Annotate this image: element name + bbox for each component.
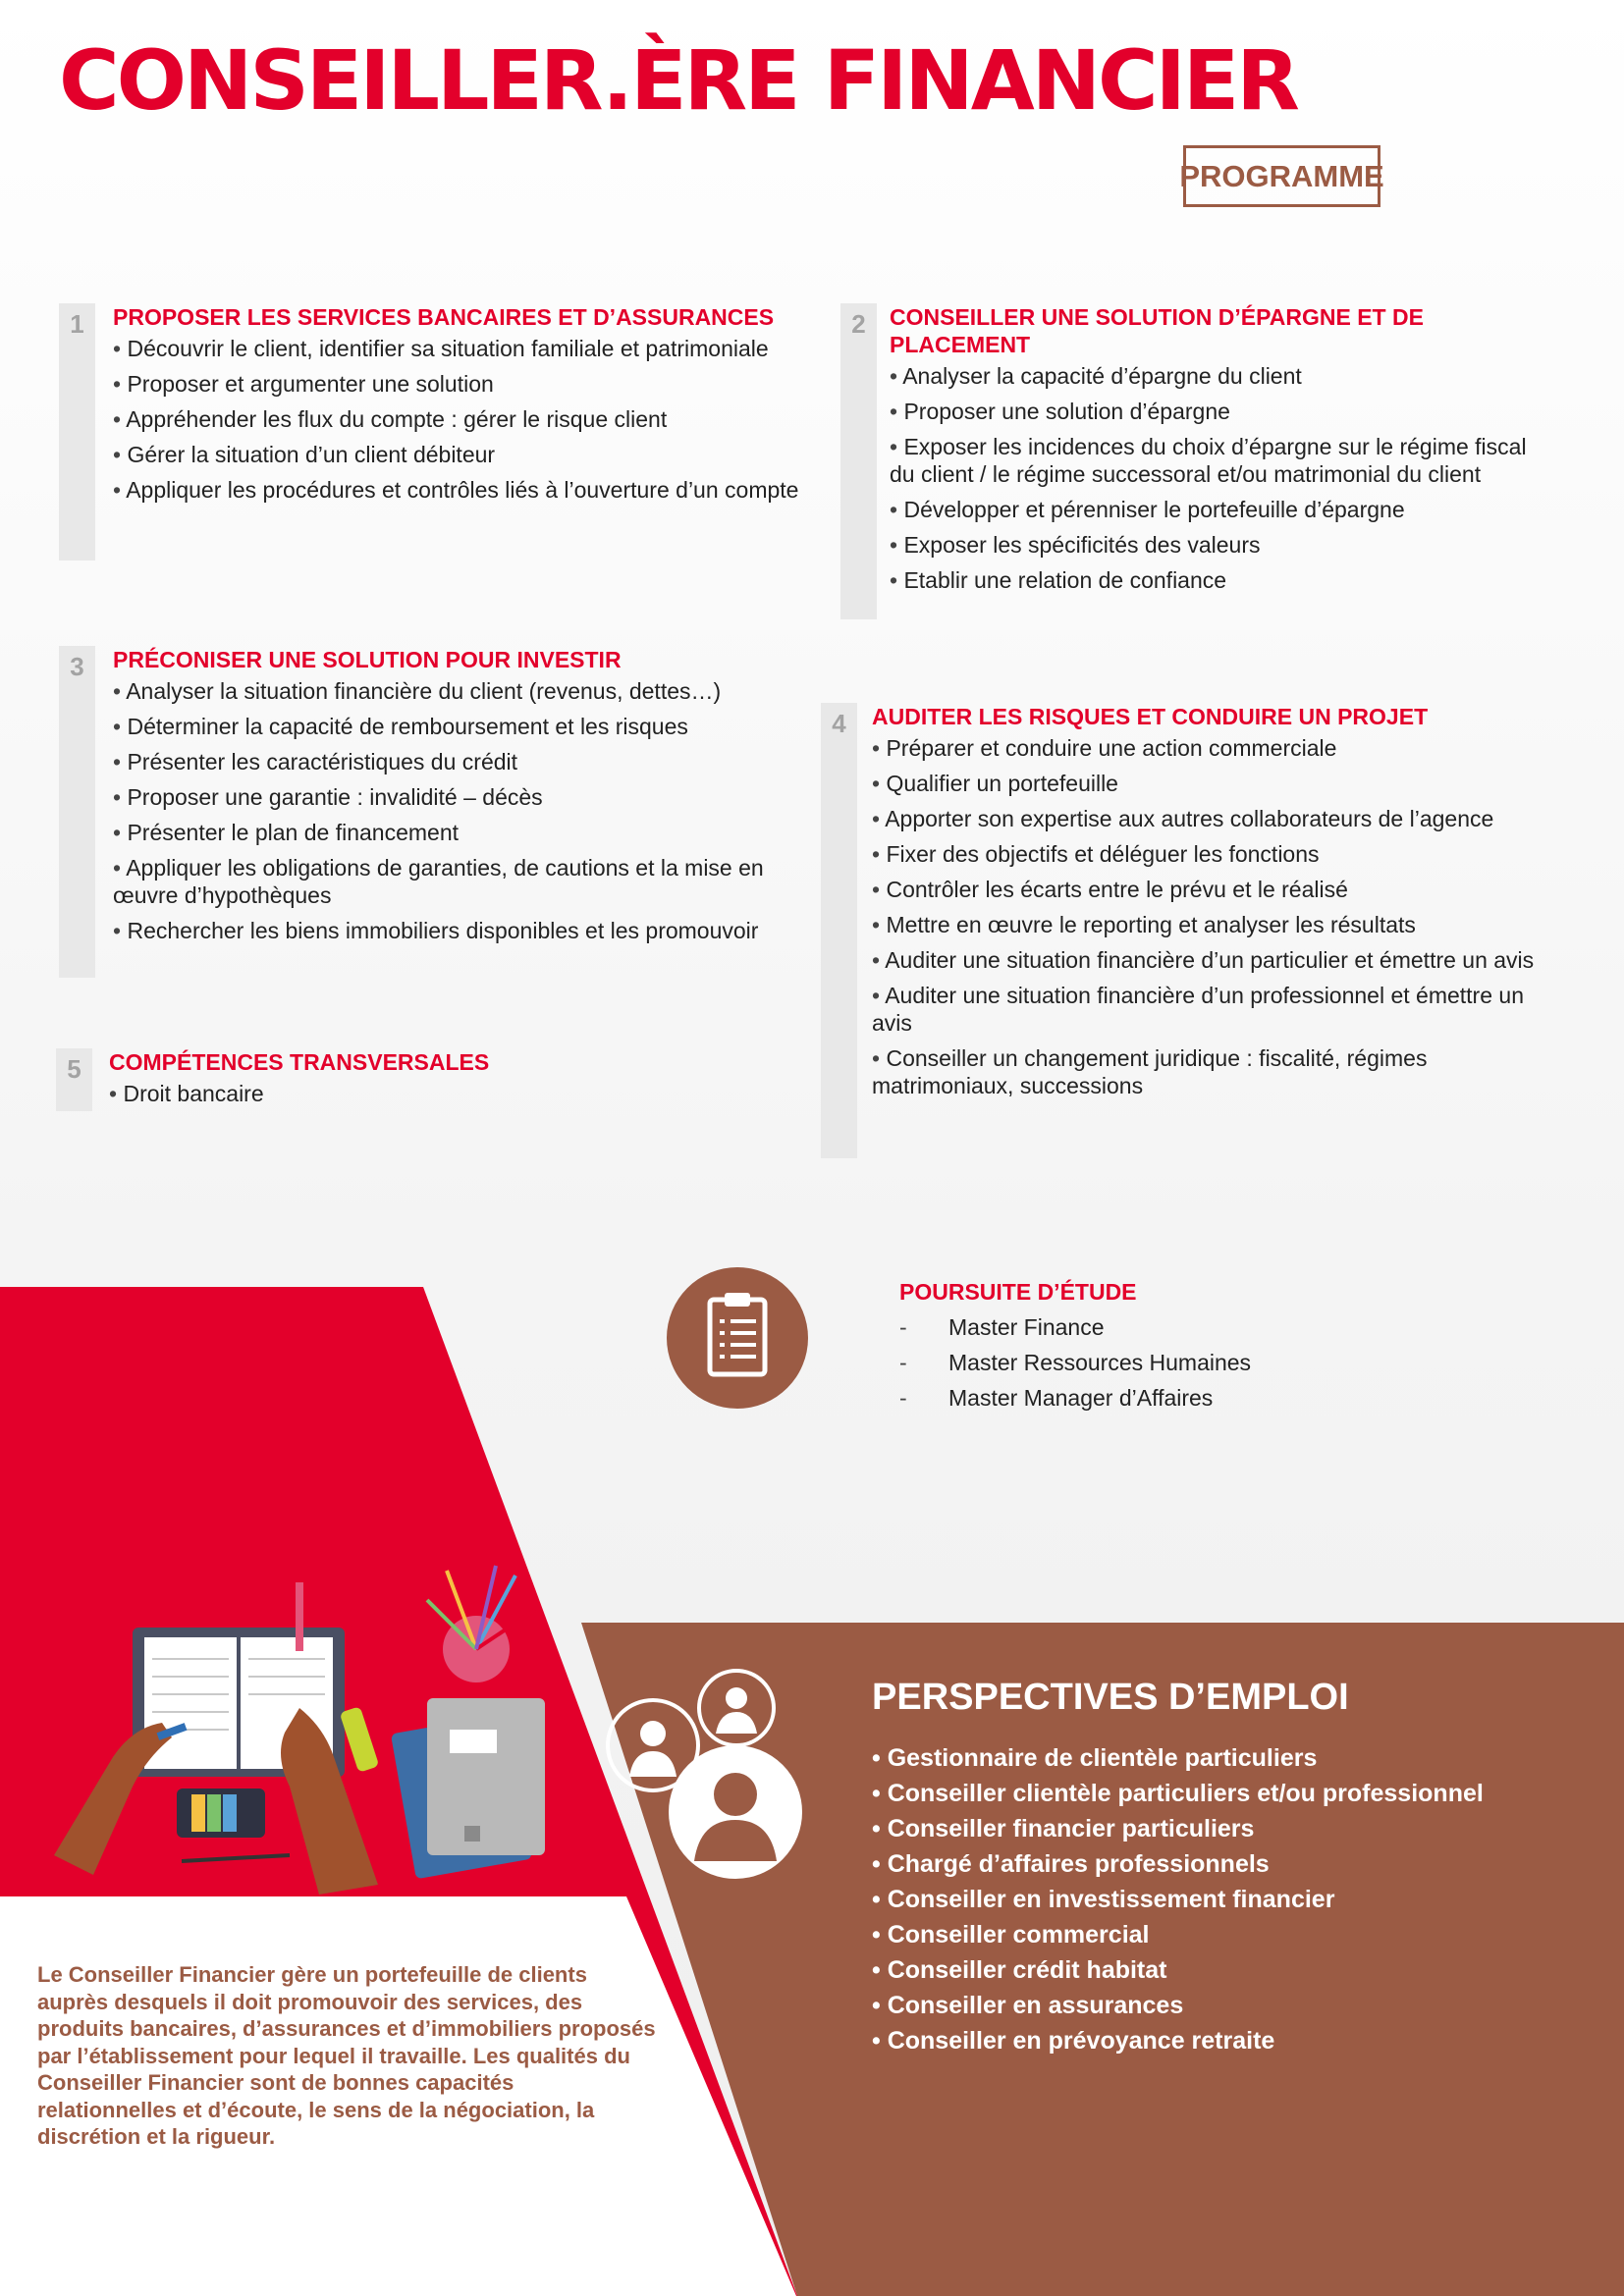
list-item [113, 677, 800, 705]
list-item [113, 441, 800, 468]
list-item-text: Analyser la situation financière du client (revenus, dettes…) [126, 678, 722, 704]
bullet: • [113, 918, 122, 943]
bullet: • [890, 532, 898, 558]
bullet: • [890, 399, 898, 424]
bullet: • [113, 714, 122, 739]
list-item [890, 496, 1547, 523]
poursuite-item: Master Ressources Humaines [948, 1350, 1252, 1375]
bullet: • [113, 442, 122, 467]
job-item: • Conseiller clientèle particuliers et/ou professionnel [872, 1780, 1484, 1807]
bullet: • [872, 771, 881, 796]
section-5 [56, 1048, 743, 1111]
page-title: CONSEILLER.ÈRE FINANCIER [59, 32, 1297, 129]
bullet: • [113, 477, 122, 503]
list-item [899, 1384, 1251, 1412]
poursuite-title: POURSUITE D’ÉTUDE [899, 1279, 1137, 1305]
bullet: • [890, 497, 898, 522]
bullet: • [113, 371, 122, 397]
list-item-text: Découvrir le client, identifier sa situation familiale et patrimoniale [127, 336, 769, 361]
perspectives-list [872, 1740, 1579, 2058]
dash: - [899, 1314, 907, 1340]
list-item [899, 1313, 1251, 1341]
list-item-text: Exposer les spécificités des valeurs [903, 532, 1261, 558]
bullet: • [872, 841, 881, 867]
dash: - [899, 1350, 907, 1375]
list-item [872, 982, 1549, 1037]
list-item-text: Déterminer la capacité de remboursement et les risques [127, 714, 688, 739]
bullet: • [113, 406, 122, 432]
section-number: 2 [840, 303, 877, 619]
bullet: • [872, 1045, 881, 1071]
business-people-icon [604, 1669, 810, 1885]
bullet: • [109, 1081, 118, 1106]
section-title: PRÉCONISER UNE SOLUTION POUR INVESTIR [113, 647, 622, 672]
list-item [872, 1044, 1549, 1099]
section-1 [59, 303, 805, 561]
bullet: • [872, 735, 881, 761]
poursuite-list [899, 1313, 1251, 1412]
list-item [872, 805, 1549, 832]
list-item [890, 433, 1547, 488]
list-item-text: Exposer les incidences du choix d’épargne sur le régime fiscal du client / le régime successoral et/ou matrimonial du client [890, 434, 1527, 487]
bullet: • [890, 434, 898, 459]
section-list [872, 734, 1549, 1099]
list-item [113, 917, 800, 944]
list-item-text: Qualifier un portefeuille [886, 771, 1118, 796]
clipboard-icon [666, 1266, 809, 1410]
list-item-text: Appréhender les flux du compte : gérer le risque client [126, 406, 668, 432]
list-item-text: Proposer une garantie : invalidité – décès [127, 784, 543, 810]
list-item [113, 405, 800, 433]
list-item [113, 854, 800, 909]
bullet: • [113, 678, 122, 704]
list-item-text: Préparer et conduire une action commerciale [886, 735, 1337, 761]
list-item-text: Rechercher les biens immobiliers disponibles et les promouvoir [127, 918, 759, 943]
list-item-text: Droit bancaire [123, 1081, 264, 1106]
job-item: • Conseiller commercial [872, 1921, 1150, 1949]
list-item-text: Proposer et argumenter une solution [127, 371, 494, 397]
bullet: • [872, 983, 881, 1008]
poursuite-etude [899, 1279, 1251, 1419]
list-item-text: Appliquer les obligations de garanties, de cautions et la mise en œuvre d’hypothèques [113, 855, 764, 908]
bullet: • [872, 912, 881, 937]
list-item [872, 770, 1549, 797]
list-item-text: Contrôler les écarts entre le prévu et le réalisé [886, 877, 1348, 902]
list-item [872, 911, 1549, 938]
list-item [109, 1080, 737, 1107]
list-item [890, 566, 1547, 594]
list-item-text: Auditer une situation financière d’un professionnel et émettre un avis [872, 983, 1524, 1036]
section-number: 5 [56, 1048, 92, 1111]
list-item-text: Fixer des objectifs et déléguer les fonctions [886, 841, 1320, 867]
list-item-text: Auditer une situation financière d’un particulier et émettre un avis [885, 947, 1535, 973]
perspectives-emploi [872, 1677, 1579, 2058]
section-3 [59, 646, 805, 978]
desk-illustration [54, 1561, 565, 1914]
section-title: CONSEILLER UNE SOLUTION D’ÉPARGNE ET DE PLACEMENT [890, 304, 1424, 357]
bullet: • [872, 877, 881, 902]
list-item-text: Proposer une solution d’épargne [903, 399, 1230, 424]
list-item-text: Mettre en œuvre le reporting et analyser les résultats [886, 912, 1416, 937]
list-item [113, 748, 800, 775]
bullet: • [113, 855, 122, 881]
poursuite-item: Master Finance [948, 1314, 1105, 1340]
section-4 [821, 703, 1557, 1158]
poursuite-item: Master Manager d’Affaires [948, 1385, 1214, 1411]
list-item-text: Développer et pérenniser le portefeuille d’épargne [903, 497, 1405, 522]
list-item [872, 876, 1549, 903]
section-title: COMPÉTENCES TRANSVERSALES [109, 1049, 490, 1075]
list-item-text: Conseiller un changement juridique : fiscalité, régimes matrimoniaux, successions [872, 1045, 1428, 1098]
bullet: • [890, 567, 898, 593]
perspectives-title: PERSPECTIVES D’EMPLOI [872, 1677, 1349, 1718]
section-title: PROPOSER LES SERVICES BANCAIRES ET D’ASSURANCES [113, 304, 775, 330]
bullet: • [113, 749, 122, 774]
list-item [872, 840, 1549, 868]
bullet: • [113, 784, 122, 810]
list-item-text: Appliquer les procédures et contrôles liés à l’ouverture d’un compte [126, 477, 799, 503]
section-2 [840, 303, 1547, 619]
bullet: • [872, 947, 881, 973]
job-item: • Conseiller en investissement financier [872, 1886, 1335, 1913]
list-item [899, 1349, 1251, 1376]
list-item [890, 362, 1547, 390]
programme-badge: PROGRAMME [1183, 145, 1380, 207]
list-item [113, 783, 800, 811]
list-item [113, 819, 800, 846]
list-item-text: Présenter le plan de financement [127, 820, 459, 845]
list-item [890, 398, 1547, 425]
list-item-text: Apporter son expertise aux autres collaborateurs de l’agence [885, 806, 1494, 831]
job-item: • Gestionnaire de clientèle particuliers [872, 1744, 1318, 1772]
list-item [113, 713, 800, 740]
bullet: • [872, 806, 881, 831]
list-item-text: Présenter les caractéristiques du crédit [127, 749, 518, 774]
list-item [872, 734, 1549, 762]
job-description: Le Conseiller Financier gère un portefeuille de clients auprès desquels il doit promouvoir des services, des produits bancaires, d’assurances et d’immobiliers proposés par l’établissement pour lequel il travaille. Les qualités du Conseiller Financier sont de bonnes capacités relationnelles et d’écoute, le sens de la négociation, la discrétion et la rigueur. [37, 1962, 656, 2149]
list-item [113, 370, 800, 398]
bullet: • [113, 820, 122, 845]
section-number: 4 [821, 703, 857, 1158]
list-item-text: Etablir une relation de confiance [903, 567, 1227, 593]
job-item: • Conseiller crédit habitat [872, 1956, 1167, 1984]
list-item-text: Analyser la capacité d’épargne du client [902, 363, 1302, 389]
section-list [109, 1080, 737, 1107]
dash: - [899, 1385, 907, 1411]
bullet: • [113, 336, 122, 361]
list-item-text: Gérer la situation d’un client débiteur [127, 442, 496, 467]
list-item [872, 946, 1549, 974]
section-list [890, 362, 1547, 594]
job-item: • Conseiller financier particuliers [872, 1815, 1255, 1842]
job-item: • Conseiller en assurances [872, 1992, 1184, 2019]
section-list [113, 335, 800, 504]
list-item [113, 335, 800, 362]
job-item: • Chargé d’affaires professionnels [872, 1850, 1270, 1878]
section-number: 3 [59, 646, 95, 978]
section-number: 1 [59, 303, 95, 561]
list-item [113, 476, 800, 504]
bullet: • [890, 363, 898, 389]
section-list [113, 677, 800, 944]
list-item [890, 531, 1547, 559]
job-item: • Conseiller en prévoyance retraite [872, 2027, 1275, 2055]
section-title: AUDITER LES RISQUES ET CONDUIRE UN PROJET [872, 704, 1429, 729]
